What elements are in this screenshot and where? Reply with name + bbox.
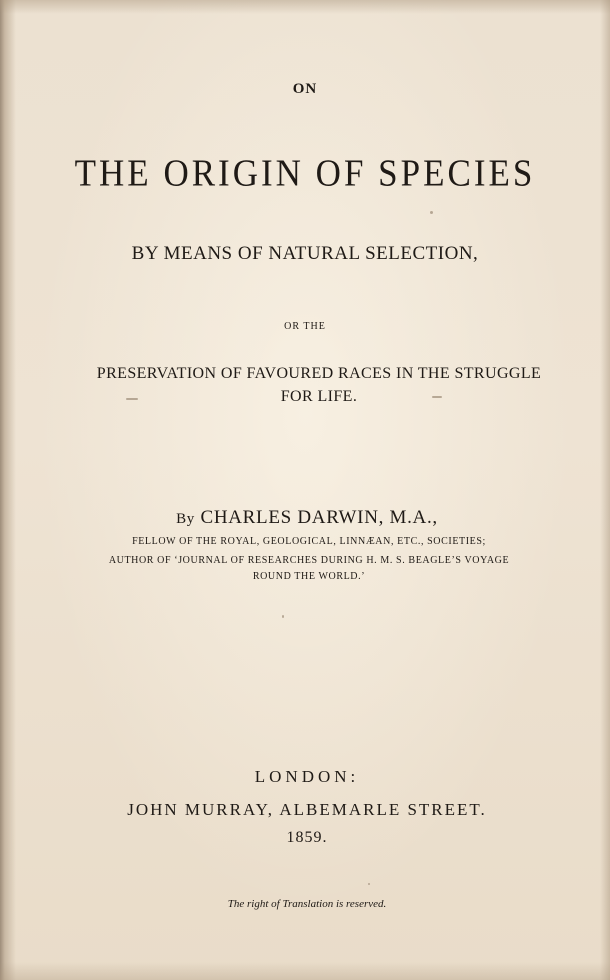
paper-speck (282, 615, 284, 618)
imprint-year: 1859. (286, 829, 328, 846)
paper-speck (368, 883, 370, 885)
book-subtitle: BY MEANS OF NATURAL SELECTION, (131, 243, 479, 264)
alternate-title-line-2: FOR LIFE. (280, 388, 358, 405)
page-bottom-edge (0, 962, 610, 980)
author-by: By (176, 511, 195, 527)
book-title: THE ORIGIN OF SPECIES (74, 151, 536, 194)
author-credentials-line-1: FELLOW OF THE ROYAL, GEOLOGICAL, LINNÆAN, ETC., SOCIETIES; (132, 536, 486, 547)
page-top-edge (0, 0, 610, 14)
subtitle-connector: OR THE (284, 321, 326, 332)
title-on: ON (292, 81, 318, 97)
author-credentials-line-2: AUTHOR OF ‘JOURNAL OF RESEARCHES DURING H. M. S. BEAGLE’S VOYAGE (108, 555, 510, 566)
imprint-city: LONDON: (254, 767, 360, 786)
author-line (2, 508, 610, 527)
imprint-publisher: JOHN MURRAY, ALBEMARLE STREET. (127, 800, 487, 819)
paper-speck (430, 211, 433, 214)
alternate-title-line-1: PRESERVATION OF FAVOURED RACES IN THE STRUGGLE (96, 365, 542, 382)
author-credentials-line-3: ROUND THE WORLD.’ (252, 571, 366, 582)
author-name: CHARLES DARWIN, M.A., (200, 507, 438, 528)
rights-notice: The right of Translation is reserved. (227, 898, 387, 910)
